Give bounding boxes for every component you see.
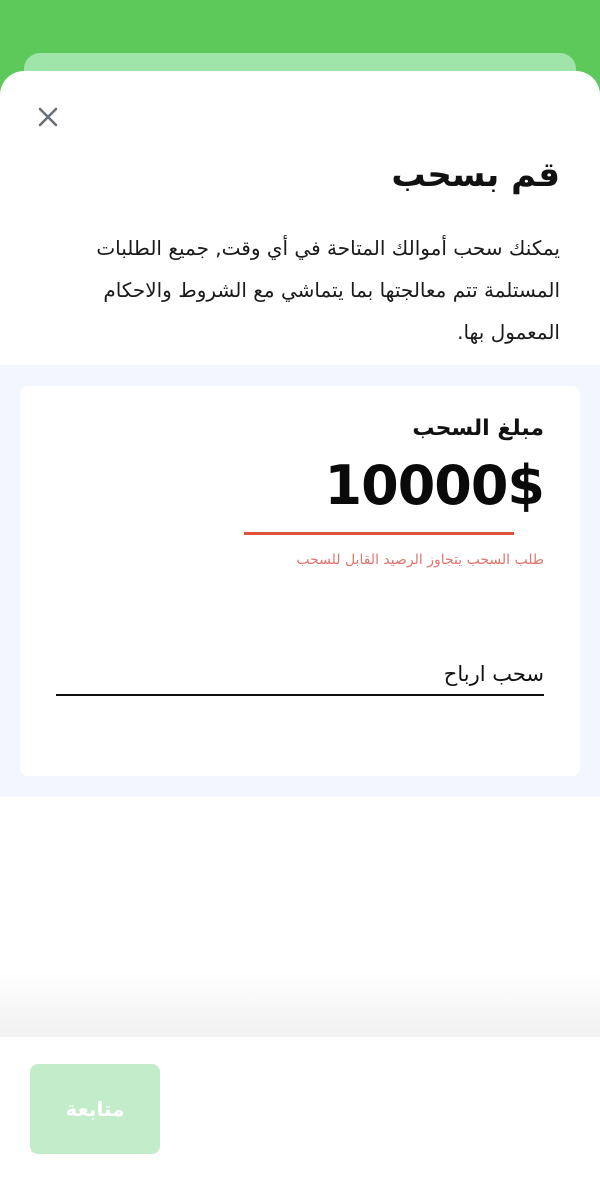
amount-input-underline — [244, 532, 514, 535]
amount-input[interactable]: 10000$ — [324, 454, 544, 517]
continue-button[interactable]: متابعة — [30, 1064, 160, 1154]
withdraw-description: يمكنك سحب أموالك المتاحة في أي وقت, جميع الطلبات المستلمة تتم معالجتها بما يتماشي مع الشروط والاحكام المعمول بها. — [96, 236, 560, 344]
withdraw-type-field[interactable] — [56, 654, 544, 696]
withdraw-bottom-sheet — [0, 71, 600, 1179]
amount-error-message: طلب السحب يتجاوز الرصيد القابل للسحب — [296, 552, 544, 568]
page-title: قم بسحب — [391, 155, 560, 195]
close-icon — [36, 105, 60, 129]
withdraw-type-value: سحب ارباح — [443, 662, 544, 686]
footer-shadow — [0, 971, 600, 1037]
close-button[interactable] — [28, 97, 68, 137]
footer-bar — [0, 1037, 600, 1179]
amount-label: مبلغ السحب — [412, 416, 544, 441]
withdraw-form-card — [20, 386, 580, 776]
